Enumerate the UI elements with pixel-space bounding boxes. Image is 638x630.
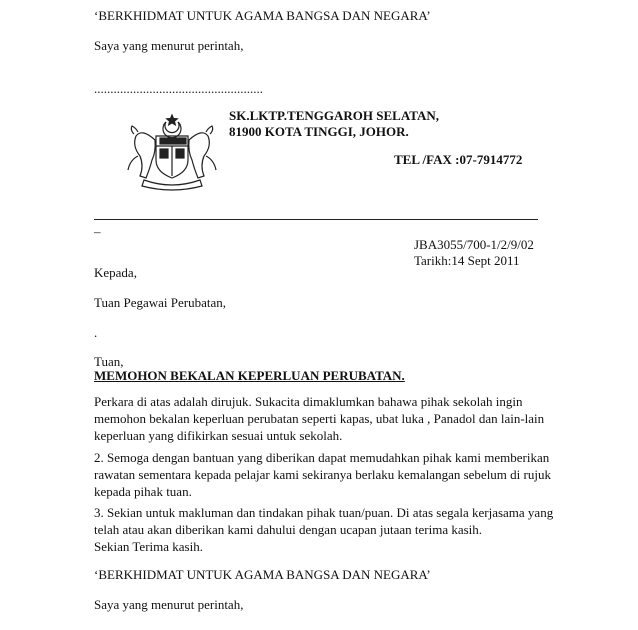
recipient-dot: . [94, 325, 98, 340]
header-divider [94, 219, 538, 220]
paragraph-line: kepada pihak tuan. [94, 484, 192, 499]
divider-tail: – [94, 224, 101, 239]
paragraph-line: telah atau akan diberikan kami dahului dengan ucapan jutaan terima kasih. [94, 522, 483, 537]
paragraph-line: 2. Semoga dengan bantuan yang diberikan dapat memudahkan pihak kami memberikan [94, 450, 550, 465]
paragraph-1 [94, 393, 564, 444]
school-name: SK.LKTP.TENGGAROH SELATAN, [229, 108, 439, 123]
subject: MEMOHON BEKALAN KEPERLUAN PERUBATAN. [94, 368, 405, 383]
paragraph-line: rawatan sementara kepada pelajar kami sekiranya berlaku kemalangan sebelum di rujuk [94, 467, 551, 482]
coat-of-arms-icon [122, 112, 222, 192]
paragraph-line: Sekian Terima kasih. [94, 539, 203, 554]
paragraph-3 [94, 504, 564, 555]
paragraph-2 [94, 449, 564, 500]
salutation: Tuan, [94, 354, 124, 369]
yang-menurut-bottom: Saya yang menurut perintah, [94, 597, 244, 612]
motto-bottom: ‘BERKHIDMAT UNTUK AGAMA BANGSA DAN NEGARA’ [94, 567, 431, 582]
kepada-label: Kepada, [94, 265, 137, 280]
paragraph-line: 3. Sekian untuk makluman dan tindakan pihak tuan/puan. Di atas segala kerjasama yang [94, 505, 554, 520]
school-address: 81900 KOTA TINGGI, JOHOR. [229, 124, 409, 139]
paragraph-line: Perkara di atas adalah dirujuk. Sukacita dimaklumkan bahawa pihak sekolah ingin [94, 394, 523, 409]
paragraph-line: keperluan yang difikirkan sesuai untuk sekolah. [94, 428, 343, 443]
motto-top: ‘BERKHIDMAT UNTUK AGAMA BANGSA DAN NEGARA’ [94, 8, 431, 23]
letter-date: Tarikh:14 Sept 2011 [414, 253, 520, 268]
yang-menurut-top: Saya yang menurut perintah, [94, 38, 244, 53]
reference-number: JBA3055/700-1/2/9/02 [414, 237, 534, 252]
paragraph-line: memohon bekalan keperluan perubatan seperti kapas, ubat luka , Panadol dan lain-lain [94, 411, 545, 426]
signature-line: .................................................... [94, 81, 263, 96]
school-tel-fax: TEL /FAX :07-7914772 [394, 152, 523, 167]
recipient: Tuan Pegawai Perubatan, [94, 295, 227, 310]
